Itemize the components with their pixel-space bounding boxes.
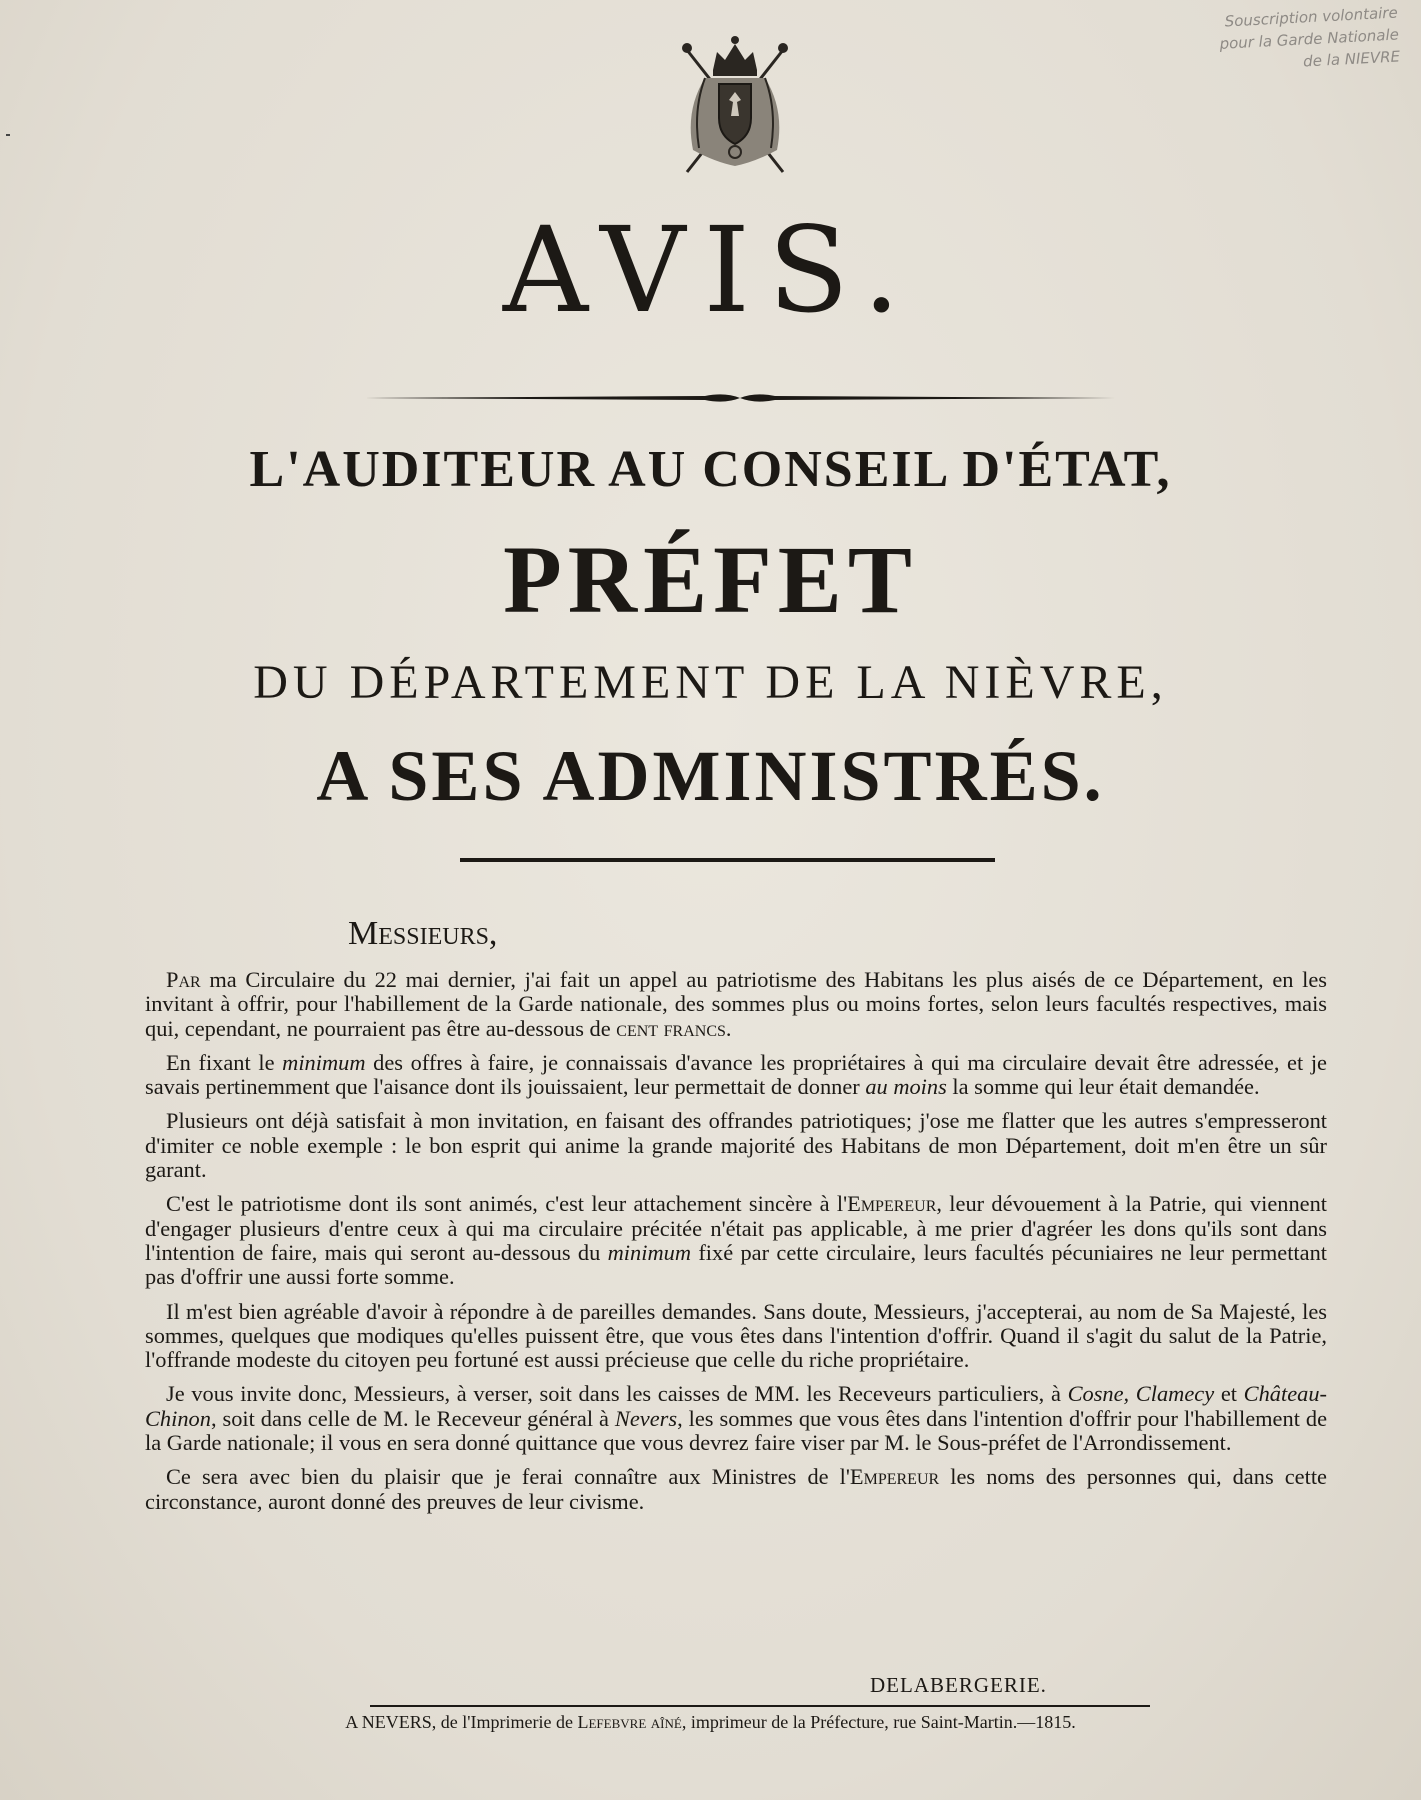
salutation: Messieurs, (348, 915, 498, 952)
paragraph: En fixant le minimum des offres à faire, je connaissais d'avance les propriétaires à qui ma circulaire devait être adressée, et je savais pertinemment que l'aisance dont ils jouissaient, leur permettait de donner au moins la somme qui leur était demandée. (145, 1049, 1327, 1100)
footer-rule (370, 1705, 1150, 1707)
paragraph: Je vous invite donc, Messieurs, à verser, soit dans les caisses de MM. les Receveurs particuliers, à Cosne, Clamecy et Château-Chinon, soit dans celle de M. le Receveur général à Nevers, les sommes que vous êtes dans l'intention d'offrir pour l'habillement de la Garde nationale; il vous en sera donné quittance que vous devrez faire viser par M. le Sous-préfet de l'Arrondissement. (145, 1381, 1328, 1456)
handwritten-note-line: pour la Garde Nationale (1219, 25, 1400, 53)
ornamental-rule (365, 390, 1115, 406)
paragraph: Ce sera avec bien du plaisir que je ferai connaître aux Ministres de l'Empereur les noms des personnes qui, dans cette circonstance, auront donné des preuves de leur civisme. (145, 1464, 1327, 1514)
paragraph: Par ma Circulaire du 22 mai dernier, j'ai fait un appel au patriotisme des Habitans les plus aisés de ce Département, en les invitant à offrir, pour l'habillement de la Garde nationale, des sommes plus ou moins fortes, selon leurs facultés respectives, mais qui, cependant, ne pourraient pas être au-dessous de cent francs. (145, 967, 1327, 1041)
handwritten-note (1147, 2, 1400, 81)
poster-title: AVIS. (502, 201, 919, 339)
proclamation-body (145, 968, 1327, 1524)
heading-auditeur: L'AUDITEUR AU CONSEIL D'ÉTAT, (249, 441, 1172, 498)
paragraph: C'est le patriotisme dont ils sont animés, c'est leur attachement sincère à l'Empereur, leur dévouement à la Patrie, qui viennent d'engager plusieurs d'entre ceux à qui ma circulaire précitée n'était pas applicable, à me prier d'agréer les dons qu'ils sont dans l'intention de faire, mais qui seront au-dessous du minimum fixé par cette circulaire, leurs facultés pécuniaires ne leur permettant pas d'offrir une aussi forte somme. (145, 1191, 1328, 1290)
paragraph: Plusieurs ont déjà satisfait à mon invitation, en faisant des offrandes patriotiques; j'ose me flatter que les autres s'empresseront d'imiter ce noble exemple : le bon esprit qui anime la grande majorité des Habitans de mon Département, doit m'en être un sûr garant. (145, 1108, 1327, 1183)
signature: DELABERGERIE. (870, 1673, 1047, 1697)
paragraph: Il m'est bien agréable d'avoir à répondre à de pareilles demandes. Sans doute, Messieurs, j'accepterai, au nom de Sa Majesté, les sommes, quelques que modiques qu'elles puissent être, que vous êtes dans l'intention d'offrir. Quand il s'agit du salut de la Patrie, l'offrande modeste du citoyen peu fortuné est aussi précieuse que celle du riche propriétaire. (145, 1298, 1327, 1373)
heading-departement: DU DÉPARTEMENT DE LA NIÈVRE, (253, 656, 1168, 709)
heading-prefet: PRÉFET (503, 526, 918, 633)
coat-of-arms-icon (665, 30, 805, 180)
divider-rule (460, 858, 995, 862)
handwritten-note-line: Souscription volontaire (1224, 3, 1399, 31)
pin-mark (6, 134, 10, 136)
heading-administres: A SES ADMINISTRÉS. (316, 736, 1105, 816)
printer-imprint: A NEVERS, de l'Imprimerie de Lefebvre aîné, imprimeur de la Préfecture, rue Saint-Martin.—1815. (345, 1712, 1076, 1732)
handwritten-note-line: de la NIEVRE (1302, 47, 1401, 71)
